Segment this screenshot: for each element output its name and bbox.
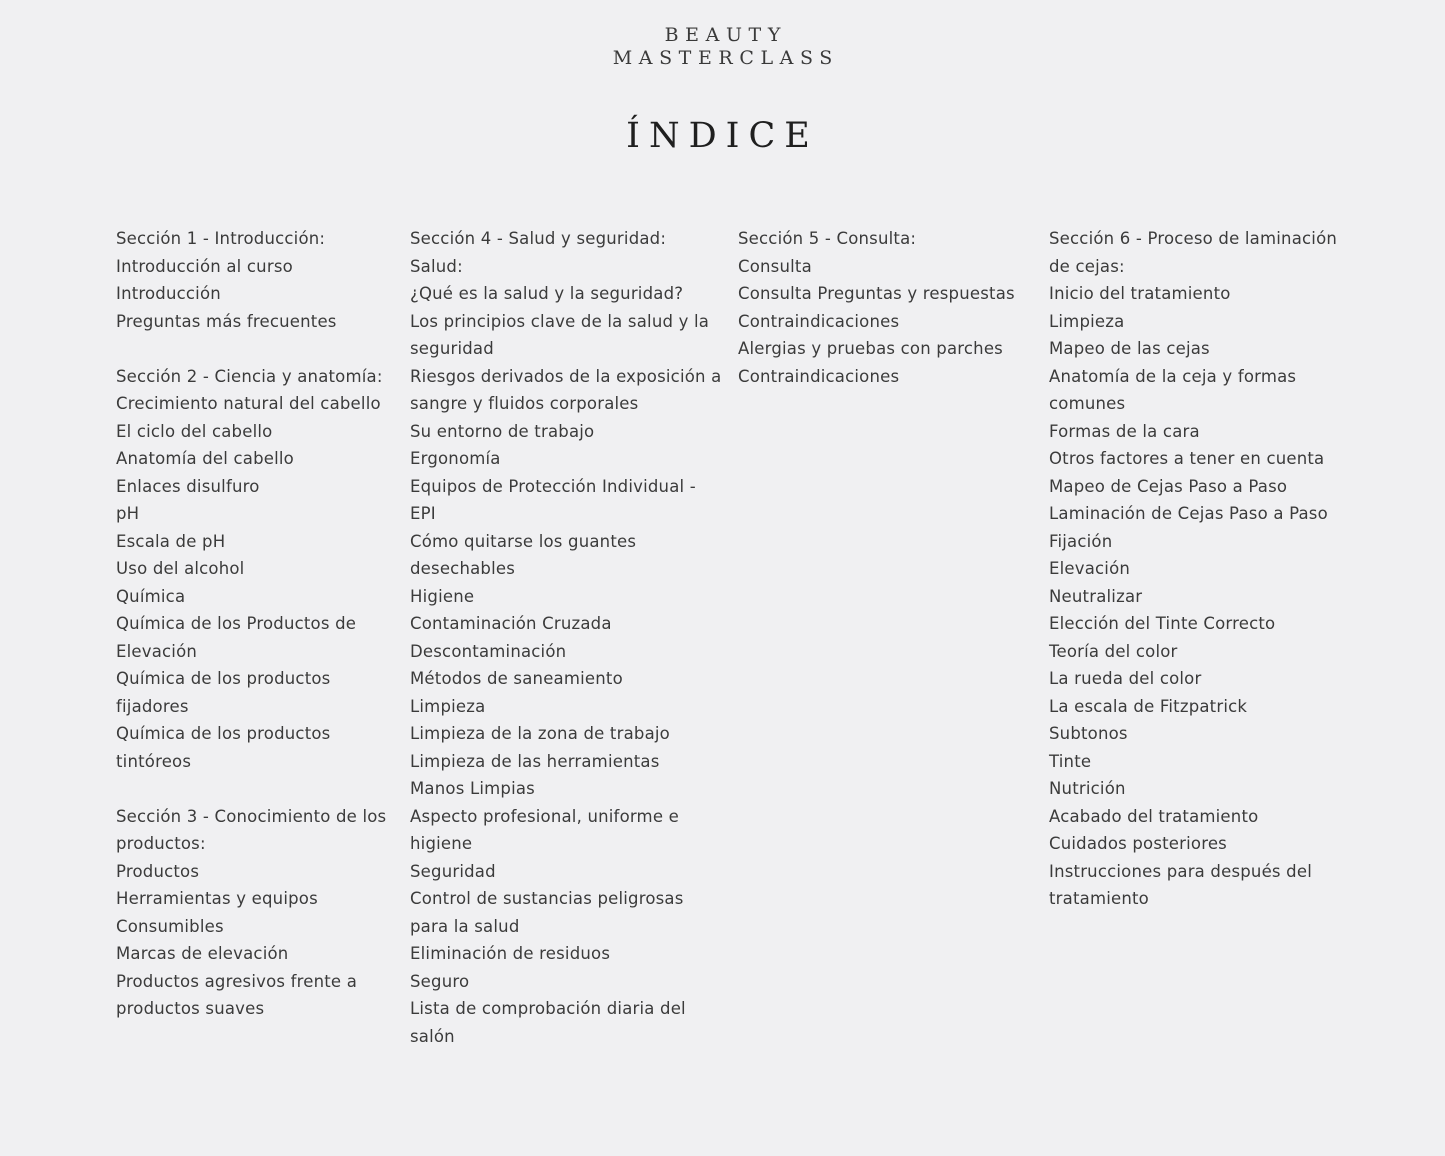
index-entry: Alergias y pruebas con parches: [738, 339, 1003, 358]
index-entry: Aspecto profesional, uniforme e higiene: [410, 806, 679, 853]
index-entry: Herramientas y equipos: [116, 889, 318, 908]
index-entry: Uso del alcohol: [116, 559, 245, 578]
section-heading: Sección 3 - Conocimiento de los productos:: [116, 806, 387, 853]
index-entry: Anatomía de la ceja y formas comunes: [1049, 366, 1297, 413]
index-column-4: [1049, 225, 1349, 913]
index-entry: Crecimiento natural del cabello: [116, 394, 381, 413]
index-entry: Consulta Preguntas y respuestas: [738, 284, 1015, 303]
index-entry: Fijación: [1049, 531, 1113, 551]
index-entry: La rueda del color: [1049, 669, 1202, 688]
index-entry: Limpieza de la zona de trabajo: [410, 724, 670, 743]
index-entry: Mapeo de las cejas: [1049, 339, 1210, 358]
section-heading: Sección 2 - Ciencia y anatomía:: [116, 366, 383, 386]
index-entry: Tinte: [1049, 751, 1092, 771]
index-section: [1049, 225, 1349, 913]
index-entry: Consumibles: [116, 916, 224, 936]
index-entry: Contaminación Cruzada: [410, 614, 612, 633]
index-entry: Productos agresivos frente a productos suaves: [116, 971, 358, 1018]
index-entry: Preguntas más frecuentes: [116, 311, 337, 331]
index-entry: Eliminación de residuos: [410, 944, 611, 963]
index-column-2: [410, 225, 722, 1050]
index-entry: Métodos de saneamiento: [410, 669, 623, 688]
index-entry: Introducción: [116, 284, 221, 303]
index-entry: Limpieza: [410, 696, 486, 716]
index-entry: Laminación de Cejas Paso a Paso: [1049, 504, 1328, 523]
index-entry: Descontaminación: [410, 641, 567, 661]
index-section: [116, 803, 396, 1023]
index-entry: Higiene: [410, 586, 475, 606]
index-entry: Control de sustancias peligrosas para la salud: [410, 889, 684, 936]
index-entry: Formas de la cara: [1049, 421, 1200, 441]
index-entry: Manos Limpias: [410, 779, 535, 798]
index-entry: Acabado del tratamiento: [1049, 806, 1259, 826]
index-entry: Mapeo de Cejas Paso a Paso: [1049, 476, 1288, 496]
index-entry: Limpieza de las herramientas: [410, 751, 660, 771]
index-entry: Neutralizar: [1049, 586, 1143, 606]
index-entry: Instrucciones para después del tratamiento: [1049, 861, 1312, 908]
brand-logo: [0, 24, 1445, 70]
index-entry: Marcas de elevación: [116, 944, 289, 963]
index-entry: Química de los productos fijadores: [116, 669, 331, 716]
index-entry: ¿Qué es la salud y la seguridad?: [410, 284, 684, 303]
index-section: [410, 225, 722, 1050]
index-entry: Ergonomía: [410, 449, 501, 468]
section-heading: Sección 5 - Consulta:: [738, 229, 917, 248]
page-title: ÍNDICE: [626, 116, 819, 156]
brand-line-1: BEAUTY: [664, 24, 787, 46]
index-entry: Subtonos: [1049, 724, 1128, 743]
index-entry: Contraindicaciones: [738, 366, 900, 386]
index-entry: Limpieza: [1049, 311, 1125, 331]
index-entry: El ciclo del cabello: [116, 421, 273, 441]
index-entry: Química de los Productos de Elevación: [116, 614, 357, 661]
index-entry: Introducción al curso: [116, 256, 293, 276]
index-entry: pH: [116, 504, 140, 523]
index-entry: Seguridad: [410, 861, 496, 881]
index-entry: Salud:: [410, 256, 463, 276]
index-entry: Química: [116, 586, 186, 606]
index-entry: Escala de pH: [116, 531, 226, 551]
section-heading: Sección 6 - Proceso de laminación de cejas:: [1049, 229, 1338, 276]
section-heading: Sección 4 - Salud y seguridad:: [410, 229, 667, 248]
index-entry: Lista de comprobación diaria del salón: [410, 999, 686, 1046]
index-column-3: [738, 225, 1028, 390]
index-entry: Anatomía del cabello: [116, 449, 294, 468]
index-entry: Equipos de Protección Individual - EPI: [410, 476, 696, 523]
index-entry: Elevación: [1049, 559, 1131, 578]
section-heading: Sección 1 - Introducción:: [116, 229, 326, 248]
index-entry: Otros factores a tener en cuenta: [1049, 449, 1325, 468]
index-entry: La escala de Fitzpatrick: [1049, 696, 1248, 716]
brand-line-2: MASTERCLASS: [612, 47, 839, 69]
index-entry: Su entorno de trabajo: [410, 421, 595, 441]
index-entry: Elección del Tinte Correcto: [1049, 614, 1276, 633]
index-entry: Cuidados posteriores: [1049, 834, 1227, 853]
index-entry: Teoría del color: [1049, 641, 1178, 661]
index-column-1: [116, 225, 396, 1023]
index-entry: Enlaces disulfuro: [116, 476, 260, 496]
index-entry: Consulta: [738, 256, 812, 276]
index-entry: Los principios clave de la salud y la seguridad: [410, 311, 710, 358]
index-entry: Productos: [116, 861, 200, 881]
index-entry: Riesgos derivados de la exposición a sangre y fluidos corporales: [410, 366, 722, 413]
index-entry: Seguro: [410, 971, 470, 991]
index-section: [116, 363, 396, 776]
index-entry: Nutrición: [1049, 779, 1126, 798]
index-section: [738, 225, 1028, 390]
index-section: [116, 225, 396, 335]
index-entry: Química de los productos tintóreos: [116, 724, 331, 771]
index-entry: Cómo quitarse los guantes desechables: [410, 531, 637, 578]
index-entry: Inicio del tratamiento: [1049, 284, 1231, 303]
index-entry: Contraindicaciones: [738, 311, 900, 331]
